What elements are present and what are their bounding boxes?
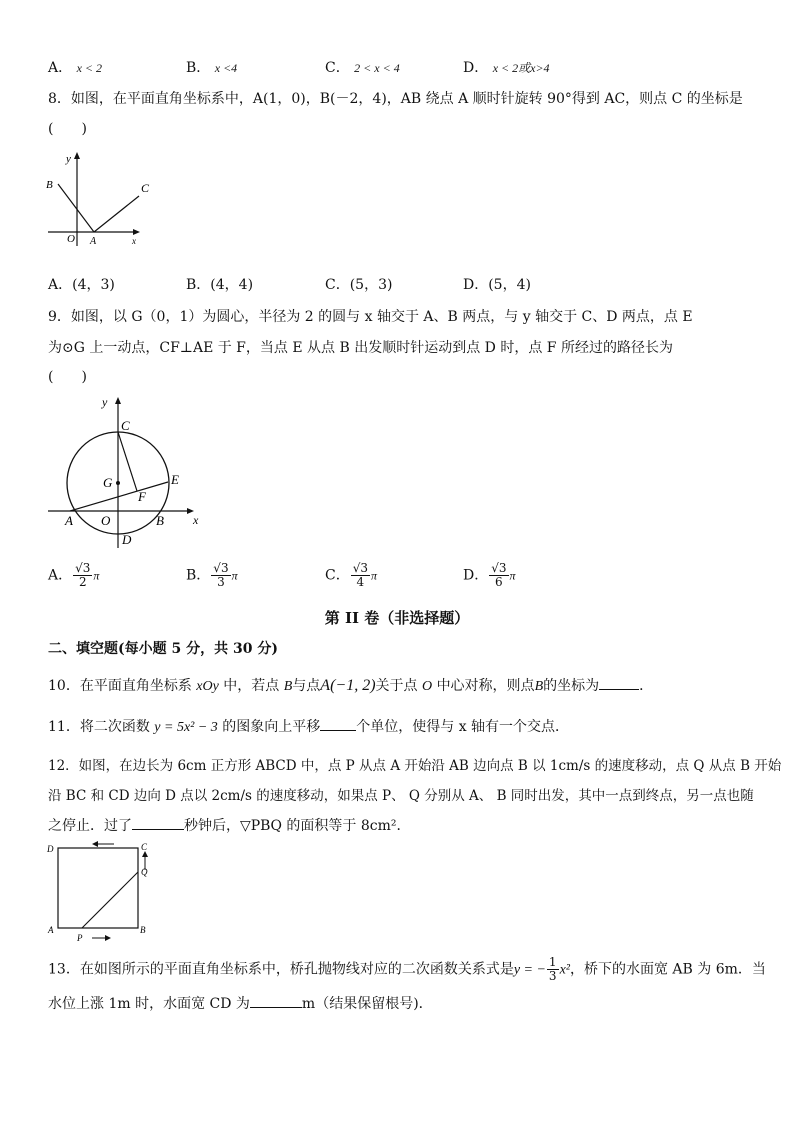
option-expr: x < 2 [76, 61, 103, 75]
label-p: P [77, 933, 83, 943]
arrow-dc-head [92, 841, 98, 847]
label-c: C [121, 418, 130, 433]
q7-option-b [186, 57, 237, 77]
label-y: y [66, 153, 71, 165]
q8-paren: ( ) [48, 121, 87, 137]
q10-text: 10．在平面直角坐标系 xOy 中，若点 B与点A(−1, 2)关于点 O 中心对称，则点B的坐标为 ． [48, 677, 654, 694]
point-g [116, 481, 120, 485]
x-arrow [133, 229, 140, 235]
q9-option-c: C． $\frac{√3}{4}$ π [325, 561, 378, 589]
label-f: F [138, 489, 146, 504]
q9-line1: 9．如图，以 G（0，1）为圆心，半径为 2 的圆与 x 轴交于 A、B 两点，与 y 轴交于 C、D 两点，点 E [48, 309, 693, 325]
q12-answer-blank[interactable] [132, 817, 184, 830]
q7-option-c [325, 57, 400, 77]
q11-text: 11．将二次函数 y = 5x² − 3 的图象向上平移 个单位，使得与 x 轴有一个交点． [48, 719, 570, 735]
q12-line1: 12．如图，在边长为 6cm 正方形 ABCD 中，点 P 从点 A 开始沿 AB 边向点 B 以 1cm/s 的速度移动，点 Q 从点 B 开始 [48, 758, 782, 774]
q8-text: 8．如图，在平面直角坐标系中，A(1，0)，B(－2，4)，AB 绕点 A 顺时针旋转 90°得到 AC，则点 C 的坐标是 [48, 91, 743, 107]
y-arrow [115, 397, 121, 404]
section-title: 第 II 卷（非选择题） [324, 609, 470, 627]
option-label: D． [463, 60, 489, 76]
fraction: $\frac{√3}{3}$ [213, 561, 229, 589]
option-label: A． [48, 567, 73, 584]
label-g: G [103, 475, 113, 490]
label-b: B [156, 513, 164, 528]
fraction: $\frac{√3}{4}$ [352, 561, 368, 589]
q8-option-c: C．(5，3) [325, 277, 393, 293]
q10-answer-blank[interactable] [599, 677, 639, 690]
q8-option-b: B．(4，4) [186, 277, 254, 293]
q9-line2: 为⊙G 上一动点，CF⊥AE 于 F，当点 E 从点 B 出发顺时针运动到点 D 时，点 F 所经过的路径长为 [48, 340, 673, 356]
q13-line1: 13．在如图所示的平面直角坐标系中，桥孔抛物线对应的二次函数关系式是y = − $\frac{1}{3}$ x²，桥下的水面宽 AB 为 6m．当 [48, 955, 766, 983]
label-q: Q [141, 867, 148, 877]
q12-figure [44, 838, 156, 943]
segment-ae [70, 482, 168, 511]
option-label: C． [325, 567, 350, 584]
label-a: A [48, 925, 54, 935]
label-d: D [122, 532, 132, 547]
label-b: B [46, 179, 53, 191]
option-label: C． [325, 60, 350, 76]
label-a: A [90, 236, 97, 247]
q7-option-a [48, 57, 102, 77]
q13-line2: 水位上涨 1m 时，水面宽 CD 为 m（结果保留根号)． [48, 996, 433, 1012]
label-o: O [101, 513, 111, 528]
option-label: A． [48, 60, 73, 76]
label-x: x [132, 236, 136, 246]
q7-option-d [463, 57, 550, 77]
q9-option-d: D． $\frac{√3}{6}$ π [463, 561, 516, 589]
square-abcd [58, 848, 138, 928]
q9-option-a: A． $\frac{√3}{2}$ π [48, 561, 100, 589]
option-label: B． [186, 60, 211, 76]
section-heading: 二、填空题(每小题 5 分，共 30 分) [48, 641, 278, 657]
label-d: D [47, 844, 54, 854]
label-c: C [141, 842, 148, 852]
q12-line2: 沿 BC 和 CD 边向 D 点以 2cm/s 的速度移动，如果点 P、 Q 分别从 A、 B 同时出发，其中一点到终点，另一点也随 [48, 788, 754, 804]
q9-paren: ( ) [48, 369, 87, 385]
segment-pq [82, 872, 138, 928]
y-arrow [74, 152, 80, 159]
fraction: $\frac{√3}{2}$ [75, 561, 91, 589]
label-o: O [67, 233, 75, 245]
option-expr: x <4 [214, 61, 238, 75]
option-label: B． [186, 567, 211, 584]
label-c: C [141, 181, 150, 195]
q12-line3: 之停止．过了 秒钟后，▽PBQ 的面积等于 8cm²． [48, 818, 411, 834]
q13-answer-blank[interactable] [250, 995, 302, 1008]
option-expr: 2 < x < 4 [354, 61, 400, 75]
q9-option-b: B． $\frac{√3}{3}$ π [186, 561, 238, 589]
q11-answer-blank[interactable] [320, 718, 356, 731]
segment-cf [118, 432, 137, 491]
q8-option-d: D．(5，4) [463, 277, 531, 293]
fraction: $\frac{1}{3}$ [548, 955, 557, 983]
label-x: x [193, 513, 199, 527]
segment-ab [58, 184, 94, 232]
q8-figure [44, 148, 154, 253]
segment-ac [94, 196, 139, 232]
option-label: D． [463, 567, 489, 584]
arrow-pb-head [105, 935, 111, 941]
label-e: E [171, 472, 179, 487]
label-a: A [65, 513, 73, 528]
label-b: B [140, 925, 146, 935]
q8-option-a: A．(4，3) [48, 277, 115, 293]
fraction: $\frac{√3}{6}$ [491, 561, 507, 589]
option-expr: x < 2或x>4 [492, 61, 550, 75]
q9-figure [44, 394, 204, 550]
label-y: y [102, 395, 108, 409]
